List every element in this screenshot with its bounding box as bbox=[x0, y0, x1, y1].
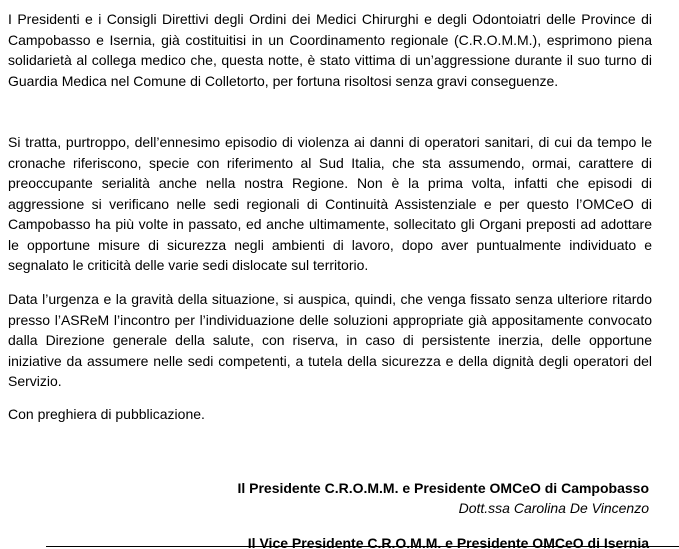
footer-divider bbox=[46, 546, 679, 547]
signature-vice-president-title: Il Vice Presidente C.R.O.M.M. e Presidente OMCeO di Isernia bbox=[247, 535, 649, 549]
signature-president-name: Dott.ssa Carolina De Vincenzo bbox=[458, 500, 649, 516]
paragraph-violence-episodes: Si tratta, purtroppo, dell’ennesimo episodio di violenza ai danni di operatori sanitari, di cui da tempo le cronache riferiscono, specie con riferimento al Sud Italia, che sta assumendo, ormai, carattere di preoccupante serialità anche nella nostra Regione. Non è la prima volta, infatti che episodi di aggressione si verificano nelle sedi regionali di Continuità Assistenziale e per questo l’OMCeO di Campobasso ha più volte in passato, ed anche ultimamente, sollecitato gli Organi preposti ad adottare le opportune misure di sicurezza negli ambienti di lavoro, dopo aver puntualmente individuato e segnalato le criticità delle varie sedi dislocate sul territorio. bbox=[8, 134, 652, 273]
paragraph-solidarity: I Presidenti e i Consigli Direttivi degli Ordini dei Medici Chirurghi e degli Odontoiatri delle Province di Campobasso e Isernia, già costituitisi in un Coordinamento regionale (C.R.O.M.M.), esprimono piena solidarietà al collega medico che, questa notte, è stato vittima di un’aggressione durante il suo turno di Guardia Medica nel Comune di Colletorto, per fortuna risoltosi senza gravi conseguenze. bbox=[8, 11, 652, 89]
paragraph-urgency-request: Data l’urgenza e la gravità della situazione, si auspica, quindi, che venga fissato senza ulteriore ritardo presso l’ASReM l’incontro per l’individuazione delle soluzioni appropriate già appositamente convocato dalla Direzione generale della salute, con riserva, in caso di persistente inerzia, delle opportune iniziative da assumere nelle sedi competenti, a tutela della sicurezza e della dignità degli operatori del Servizio. bbox=[8, 291, 652, 389]
signature-president-title: Il Presidente C.R.O.M.M. e Presidente OMCeO di Campobasso bbox=[237, 480, 649, 496]
paragraph-publication-request: Con preghiera di pubblicazione. bbox=[8, 406, 205, 422]
